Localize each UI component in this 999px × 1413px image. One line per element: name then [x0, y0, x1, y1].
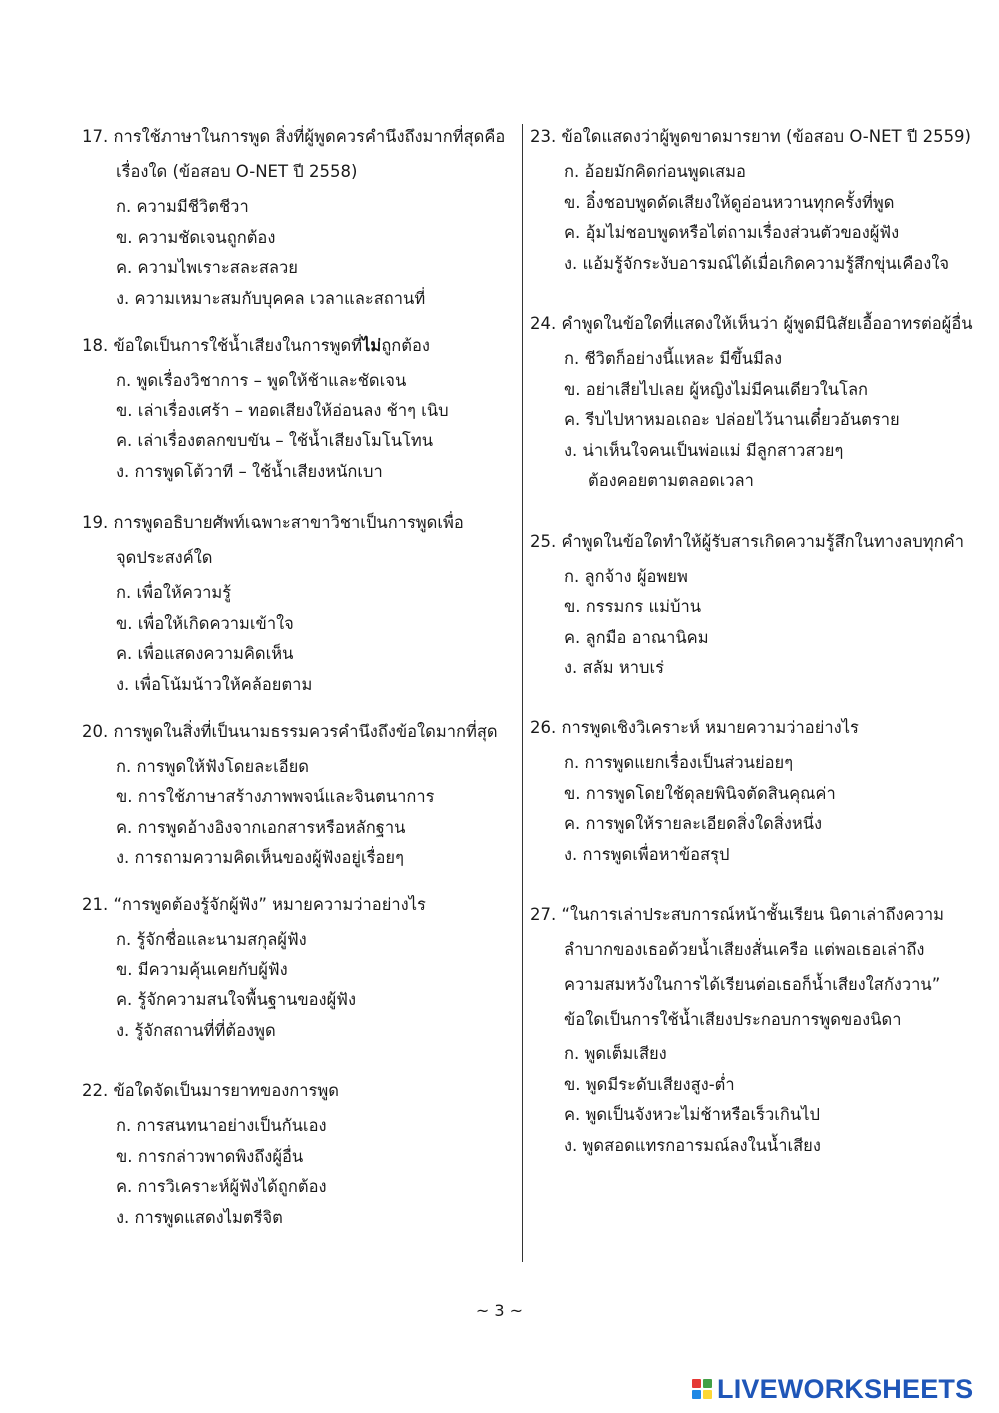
column-divider [522, 124, 523, 1262]
liveworksheets-logo-icon [692, 1379, 712, 1399]
question-18-stem-pre: 18. ข้อใดเป็นการใช้น้ำเสียงในการพูดที่ [82, 336, 363, 355]
question-17-option-a: ก. ความมีชีวิตชีวา [116, 197, 249, 216]
question-27-option-c: ค. พูดเป็นจังหวะไม่ช้าหรือเร็วเกินไป [564, 1105, 820, 1124]
question-24-option-a: ก. ชีวิตก็อย่างนี้แหละ มีขึ้นมีลง [564, 349, 783, 368]
question-17-option-b: ข. ความชัดเจนถูกต้อง [116, 228, 276, 247]
question-23-option-a: ก. อ้อยมักคิดก่อนพูดเสมอ [564, 162, 746, 181]
question-20-option-d: ง. การถามความคิดเห็นของผู้ฟังอยู่เรื่อยๆ [116, 848, 404, 867]
liveworksheets-logo-text: LIVEWORKSHEETS [717, 1373, 974, 1404]
question-26-option-d: ง. การพูดเพื่อหาข้อสรุป [564, 845, 730, 864]
question-19-stem-cont: จุดประสงค์ใด [116, 548, 213, 567]
question-19-option-b: ข. เพื่อให้เกิดความเข้าใจ [116, 614, 294, 633]
question-24-stem: 24. คำพูดในข้อใดที่แสดงให้เห็นว่า ผู้พูดมีนิสัยเอื้ออาทรต่อผู้อื่น [530, 314, 973, 333]
question-26-option-a: ก. การพูดแยกเรื่องเป็นส่วนย่อยๆ [564, 753, 794, 772]
question-23-option-d: ง. แอ้มรู้จักระงับอารมณ์ได้เมื่อเกิดความรู้สึกขุ่นเคืองใจ [564, 254, 950, 273]
question-23-option-c: ค. อุ้มไม่ชอบพูดหรือไต่ถามเรื่องส่วนตัวของผู้ฟัง [564, 223, 900, 242]
question-17-stem-cont: เรื่องใด (ข้อสอบ O-NET ปี 2558) [116, 162, 358, 181]
question-25-option-d: ง. สลัม หาบเร่ [564, 658, 664, 677]
question-17-option-c: ค. ความไพเราะสละสลวย [116, 258, 298, 277]
page-number: ~ 3 ~ [475, 1301, 524, 1320]
question-18-option-c: ค. เล่าเรื่องตลกขบขัน – ใช้น้ำเสียงโมโนโทน [116, 431, 434, 450]
question-18-stem [82, 335, 430, 357]
question-21-option-b: ข. มีความคุ้นเคยกับผู้ฟัง [116, 960, 288, 979]
question-22-option-c: ค. การวิเคราะห์ผู้ฟังได้ถูกต้อง [116, 1177, 327, 1196]
question-20-stem: 20. การพูดในสิ่งที่เป็นนามธรรมควรคำนึงถึงข้อใดมากที่สุด [82, 722, 498, 741]
question-27-option-d: ง. พูดสอดแทรกอารมณ์ลงในน้ำเสียง [564, 1136, 821, 1155]
question-26-option-c: ค. การพูดให้รายละเอียดสิ่งใดสิ่งหนึ่ง [564, 814, 823, 833]
question-18-stem-post: ถูกต้อง [381, 336, 430, 355]
question-22-option-b: ข. การกล่าวพาดพิงถึงผู้อื่น [116, 1147, 304, 1166]
question-25-stem: 25. คำพูดในข้อใดทำให้ผู้รับสารเกิดความรู้สึกในทางลบทุกคำ [530, 532, 964, 551]
question-24-option-d-cont: ต้องคอยตามตลอดเวลา [588, 471, 754, 490]
question-22-stem: 22. ข้อใดจัดเป็นมารยาทของการพูด [82, 1081, 339, 1100]
question-18-option-a: ก. พูดเรื่องวิชาการ – พูดให้ช้าและชัดเจน [116, 371, 407, 390]
liveworksheets-logo [692, 1374, 973, 1404]
question-17-option-d: ง. ความเหมาะสมกับบุคคล เวลาและสถานที่ [116, 289, 426, 308]
question-26-stem: 26. การพูดเชิงวิเคราะห์ หมายความว่าอย่างไร [530, 718, 859, 737]
question-19-option-c: ค. เพื่อแสดงความคิดเห็น [116, 644, 294, 663]
question-21-option-a: ก. รู้จักชื่อและนามสกุลผู้ฟัง [116, 930, 307, 949]
question-18-stem-emphasis: ไม่ [362, 336, 382, 355]
question-24-option-c: ค. รีบไปหาหมอเถอะ ปล่อยไว้นานเดี๋ยวอันตราย [564, 410, 900, 429]
question-22-option-a: ก. การสนทนาอย่างเป็นกันเอง [116, 1116, 327, 1135]
question-18-option-d: ง. การพูดโต้วาที – ใช้น้ำเสียงหนักเบา [116, 462, 383, 481]
question-21-option-c: ค. รู้จักความสนใจพื้นฐานของผู้ฟัง [116, 990, 357, 1009]
question-17-stem: 17. การใช้ภาษาในการพูด สิ่งที่ผู้พูดควรคำนึงถึงมากที่สุดคือ [82, 127, 506, 146]
question-23-stem: 23. ข้อใดแสดงว่าผู้พูดขาดมารยาท (ข้อสอบ O-NET ปี 2559) [530, 127, 971, 146]
question-20-option-c: ค. การพูดอ้างอิงจากเอกสารหรือหลักฐาน [116, 818, 406, 837]
question-27-stem-line3: ความสมหวังในการได้เรียนต่อเธอก็น้ำเสียงใสกังวาน” [564, 975, 941, 994]
question-25-option-b: ข. กรรมกร แม่บ้าน [564, 597, 701, 616]
question-21-stem: 21. “การพูดต้องรู้จักผู้ฟัง” หมายความว่าอย่างไร [82, 895, 426, 914]
question-18-option-b: ข. เล่าเรื่องเศร้า – ทอดเสียงให้อ่อนลง ช้าๆ เนิบ [116, 401, 449, 420]
question-26-option-b: ข. การพูดโดยใช้ดุลยพินิจตัดสินคุณค่า [564, 784, 836, 803]
question-27-option-a: ก. พูดเต็มเสียง [564, 1044, 667, 1063]
question-20-option-b: ข. การใช้ภาษาสร้างภาพพจน์และจินตนาการ [116, 787, 435, 806]
question-19-stem: 19. การพูดอธิบายศัพท์เฉพาะสาขาวิชาเป็นการพูดเพื่อ [82, 513, 464, 532]
question-19-option-d: ง. เพื่อโน้มน้าวให้คล้อยตาม [116, 675, 313, 694]
question-19-option-a: ก. เพื่อให้ความรู้ [116, 583, 232, 602]
question-24-option-d: ง. น่าเห็นใจคนเป็นพ่อแม่ มีลูกสาวสวยๆ [564, 441, 844, 460]
question-24-option-b: ข. อย่าเสียไปเลย ผู้หญิงไม่มีคนเดียวในโลก [564, 380, 869, 399]
question-22-option-d: ง. การพูดแสดงไมตรีจิต [116, 1208, 283, 1227]
question-23-option-b: ข. อิ๋งชอบพูดดัดเสียงให้ดูอ่อนหวานทุกครั้งที่พูด [564, 193, 895, 212]
question-27-stem-line4: ข้อใดเป็นการใช้น้ำเสียงประกอบการพูดของนิดา [564, 1010, 902, 1029]
question-21-option-d: ง. รู้จักสถานที่ที่ต้องพูด [116, 1021, 276, 1040]
question-25-option-c: ค. ลูกมือ อาณานิคม [564, 628, 709, 647]
question-20-option-a: ก. การพูดให้ฟังโดยละเอียด [116, 757, 310, 776]
question-25-option-a: ก. ลูกจ้าง ผู้อพยพ [564, 567, 688, 586]
question-27-stem: 27. “ในการเล่าประสบการณ์หน้าชั้นเรียน นิดาเล่าถึงความ [530, 905, 945, 924]
question-27-option-b: ข. พูดมีระดับเสียงสูง-ต่ำ [564, 1075, 735, 1094]
question-27-stem-line2: ลำบากของเธอด้วยน้ำเสียงสั่นเครือ แต่พอเธอเล่าถึง [564, 940, 925, 959]
